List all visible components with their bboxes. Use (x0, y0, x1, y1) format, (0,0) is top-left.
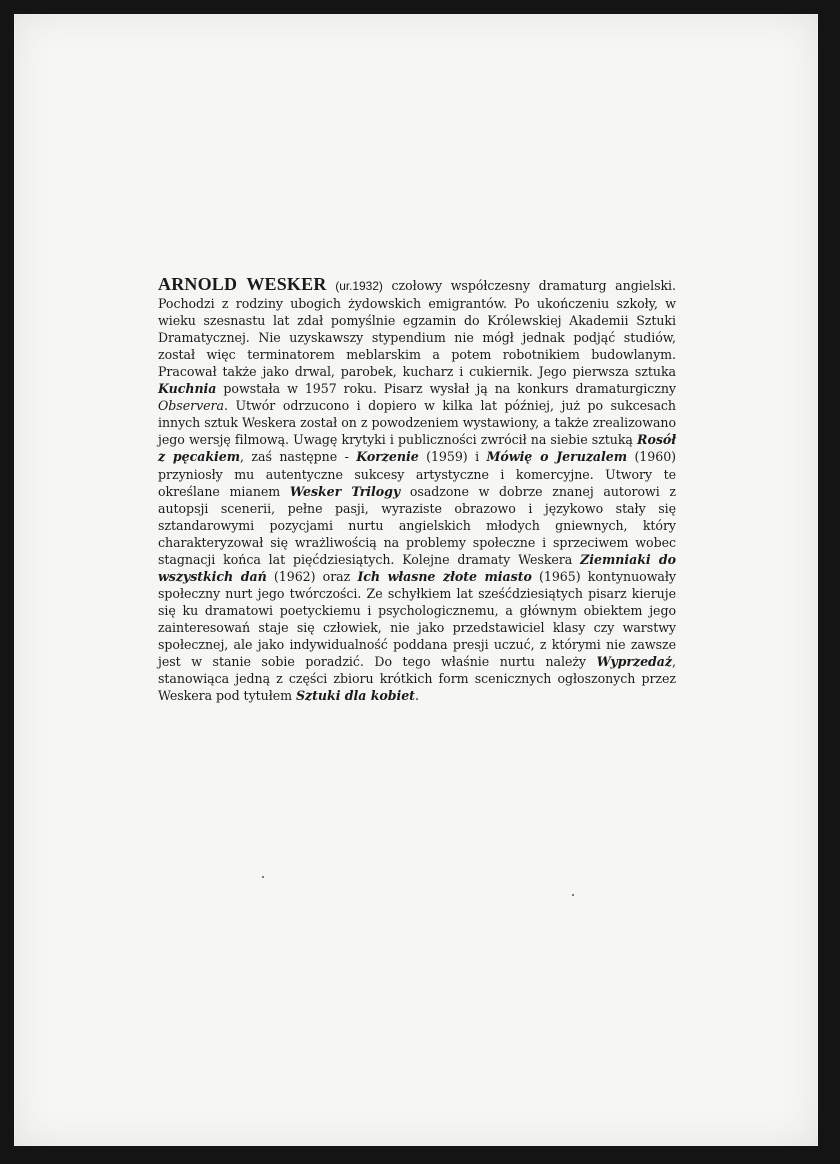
body-text: (1965) kontynuowały społeczny nurt jego twórczości. Ze schyłkiem lat sześćdziesiątych pisarz kieruje się ku dramatowi poetyckiemu i psychologicznemu, a głównym obiektem jego zainteresowań staje się człowiek, nie jako przedstawiciel klasy czy warstwy społecznej, ale jako indywidualność poddana presji uczuć, z którymi nie zawsze jest w stanie sobie poradzić. Do tego właśnie nurtu należy (158, 568, 676, 670)
biography-paragraph (158, 276, 676, 704)
body-text: czołowy współczesny dramaturg angielski. Pochodzi z rodziny ubogich żydowskich emigrantów. Po ukończeniu szkoły, w wieku szesnastu lat zdał pomyślnie egzamin do Królewskiej Akademii Sztuki Dramatycznej. Nie uzyskawszy stypendium nie mógł jednak podjąć studiów, został więc terminatorem meblarskim a potem robotnikiem budowlanym. Pracował także jako drwal, parobek, kucharz i cukiernik. Jego pierwsza sztuka (158, 278, 676, 380)
body-text: (1960) przyniosły mu autentyczne sukcesy artystyczne i komercyjne. Utwory te określane mianem (158, 449, 677, 499)
work-title: Kuchnia (158, 381, 217, 397)
birth-year: (ur.1932) (335, 279, 383, 293)
work-title: Wyprzedaż (596, 654, 673, 670)
work-title: Rosół z pęcakiem (158, 432, 676, 465)
body-text: . Utwór odrzucono i dopiero w kilka lat później, już po sukcesach innych sztuk Weskera został on z powodzeniem wystawiony, a także zrealizowano jego wersję filmową. Uwagę krytyki i publiczności zwrócił na siebie sztuką (158, 398, 676, 448)
newspaper-title: Observera (158, 398, 224, 414)
work-title: Korzenie (356, 449, 419, 465)
work-title: Wesker Trilogy (289, 483, 401, 499)
body-text: , zaś następne - (240, 449, 357, 465)
body-text: powstała w 1957 roku. Pisarz wysłał ją na konkurs dramaturgiczny (216, 381, 676, 397)
biography-text (158, 276, 676, 704)
author-name: ARNOLD WESKER (158, 274, 327, 294)
paper-speck (572, 894, 574, 896)
work-title: Ziemniaki do wszystkich dań (158, 551, 676, 584)
body-text: , stanowiąca jedną z części zbioru krótkich form scenicznych ogłoszonych przez Weskera pod tytułem (158, 654, 676, 704)
work-title: Ich własne złote miasto (357, 568, 532, 584)
work-title: Sztuki dla kobiet (296, 688, 415, 704)
body-text: osadzone w dobrze znanej autorowi z autopsji scenerii, pełne pasji, wyraziste obrazowo i językowo stały się sztandarowymi pozycjami nurtu angielskich młodych gniewnych, który charakteryzował się wrażliwością na problemy społeczne i sprzeciwem wobec stagnacji końca lat pięćdziesiątych. Kolejne dramaty Weskera (158, 483, 676, 567)
body-text: (1962) oraz (266, 568, 358, 584)
body-text: . (414, 688, 419, 704)
body-text: (1959) i (418, 449, 487, 465)
body-text (327, 278, 336, 293)
work-title: Mówię o Jeruzalem (486, 449, 627, 465)
paper-speck (262, 876, 264, 878)
